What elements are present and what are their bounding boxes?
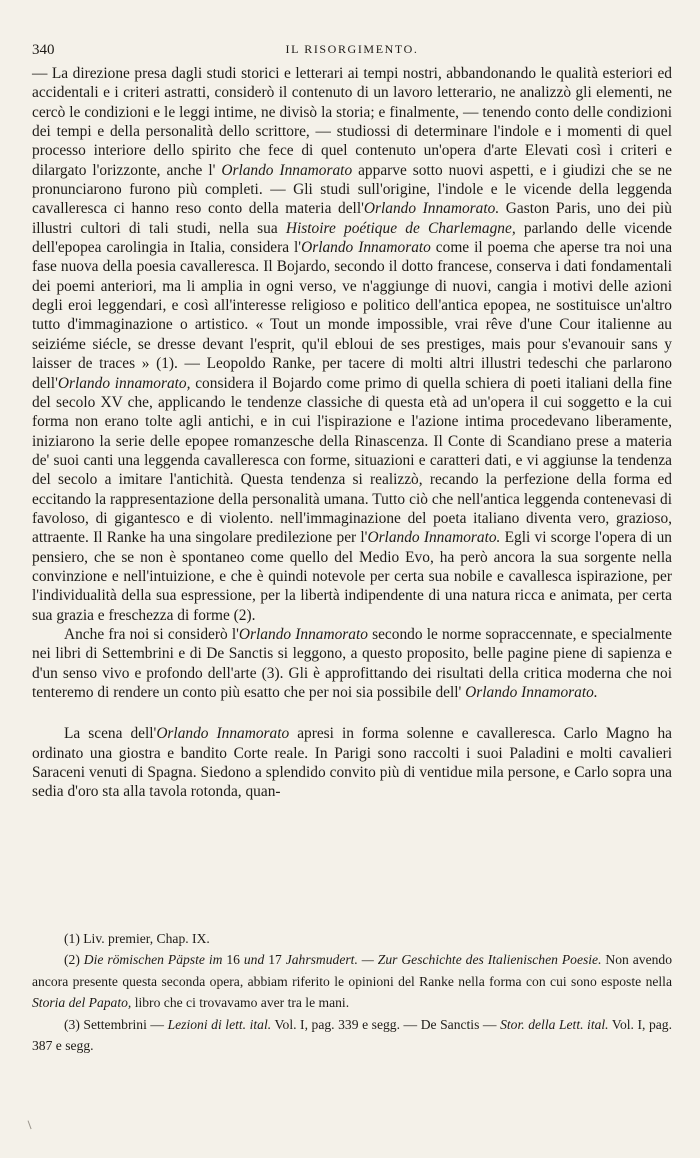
italic-title: Jahrsmudert. — Zur Geschichte des Italienischen Poesie. [285, 952, 602, 968]
italic-title: Stor. della Lett. ital. [500, 1016, 609, 1032]
text-run: 16 [222, 952, 244, 968]
italic-title: Orlando innamorato, [57, 374, 191, 392]
running-head: IL RISORGIMENTO. [285, 42, 419, 56]
italic-title: und [243, 952, 265, 968]
text-run: come il poema che aperse tra noi una fase nuova della poesia cavalleresca. Il Bojardo, secondo il dotto francese, conserva i dati fondamentali dei poemi anteriori, ma li amplia in ogni verso, ve n'aggiunge di nuovi, cangia i motivi delle azioni degli eroi leggendari, e così all'interesse religioso e politico dell'antica epopea, ne sostituisce un'altro tutto d'immaginazione o artistico. « Tout un monde impossible, vrai rêve d'une Cour italienne au seiziéme siécle, se dresse devant l'esprit, qu'il ebloui de ses prestiges, mais pour s'evanouir sans y laisser de traces » (1). — Leopoldo Ranke, per tacere di molti altri illustri tedeschi che parlarono dell' [32, 239, 673, 392]
italic-title: Histoire poétique de Charlemagne, [285, 219, 516, 237]
italic-title: Die römischen Päpste im [83, 952, 223, 968]
text-run: parlando delle vicende dell'epopea carolingia in Italia, considera l' [32, 219, 673, 257]
italic-title: Orlando Innamorato. [367, 529, 501, 547]
page-number: 340 [32, 42, 55, 58]
text-run: 17 [264, 952, 286, 968]
paragraph-scene [32, 724, 672, 801]
footnotes [32, 928, 672, 1056]
footnote-2 [32, 949, 672, 1013]
text-run: (2) [64, 952, 84, 968]
text-run: La scena dell' [64, 725, 157, 743]
text-run: Vol. I, pag. 387 e segg. [32, 1016, 672, 1054]
text-run: considera il Bojardo come primo di quella schiera di poeti italiani della fine del secolo XV che, applicando le tendenze classiche di questa età ad un'opera il cui soggetto e la cui forma non erano tolte agli antichi, e in cui l'ispirazione e l'azione intima procedevano liberamente, iniziarono la serie delle epopee romanzesche della Rinascenza. Il Conte di Scandiano prese a materia de' suoi canti una leggenda cavalleresca con forme, situazioni e caratteri dati, e vi aggiunse la tendenza del secolo a imitare l'antichità. Questa tendenza si realizzò, recando la perfezione della forma ed eccitando la rappresentazione della personalità umana. Tutto ciò che nell'antica leggenda contenevasi di favoloso, di gigantesco e di violento. nell'immaginazione del poeta italiano diventa vero, grazioso, attraente. Il Ranke ha una singolare predilezione per l' [32, 374, 673, 547]
italic-title: Orlando Innamorato [221, 161, 353, 179]
text-run: apparve sotto nuovi aspetti, e i giudizi che se ne pronunciarono furono più completi. — Gli studi sull'origine, l'indole e le vicende della leggenda cavalleresca ci hanno reso conto della materia dell' [32, 161, 672, 218]
book-page [0, 42, 700, 1158]
italic-title: Orlando Innamorato [156, 725, 290, 743]
italic-title: Orlando Innamorato. [363, 200, 500, 218]
text-run: Non avendo ancora presente questa seconda opera, abbiam riferito le opinioni del Ranke nella forma con cui sono esposte nella [32, 952, 673, 989]
italic-title: Orlando Innamorato [301, 239, 431, 257]
text-run: libro che ci trovavamo aver tra le mani. [131, 995, 350, 1011]
text-run: Vol. I, pag. 339 e segg. — De Sanctis — [271, 1016, 501, 1032]
italic-title: Storia del Papato, [32, 995, 132, 1011]
main-text [32, 64, 672, 802]
italic-title: Lezioni di lett. ital. [167, 1016, 272, 1032]
page-header [32, 42, 672, 64]
text-run: secondo le norme sopraccennate, e specialmente nei libri di Settembrini e di De Sanctis si leggono, a questo proposito, belle pagine piene di sapienza e d'un senso vivo e profondo dell'arte (3). Gli è approfittando dei risultati della critica moderna che noi tenteremo di rendere un conto più esatto che per noi sia possibile dell' [32, 625, 672, 701]
text-run: Gaston Paris, uno dei più illustri cultori di tali studi, nella sua [32, 200, 672, 237]
text-run: Anche fra noi si considerò l' [64, 625, 239, 643]
text-run: (3) Settembrini — [64, 1016, 168, 1032]
text-run: apresi in forma solenne e cavalleresca. Carlo Magno ha ordinato una giostra e bandito Corte reale. In Parigi sono raccolti i suoi Paladini e molti cavalieri Saraceni venuti di Spagna. Siedono a splendido convito più di ventidue mila persone, e Carlo sopra una sedia d'oro sta alla tavola rotonda, quan- [32, 725, 672, 801]
italic-title: Orlando Innamorato [238, 625, 368, 643]
paragraph-critics [32, 64, 672, 625]
footnote-3 [32, 1014, 672, 1057]
text-run: Egli vi scorge l'opera di un pensiero, che se non è spontaneo come quello del Medio Evo, ha però ancora la sua sorgente nella convinzione e nell'intuizione, e che è quindi notevole per certa sua nobile e cavallesca ispirazione, per l'individualità della sua espressione, per la libertà indipendente di una natura ricca e animata, per certa sua grazia e freschezza di forme (2). [32, 529, 672, 624]
italic-title: Orlando Innamorato. [465, 684, 598, 701]
text-run: — La direzione presa dagli studi storici e letterari ai tempi nostri, abbandonando le qualità esteriori ed accidentali e i criteri astratti, considerò il contenuto di un lavoro letterario, ne analizzò gli elementi, ne cercò le condizioni e le leggi intime, ne divisò la storia; e finalmente, — tenendo conto delle condizioni dei tempi e della personalità dello scrittore, — studiossi di determinare l'indole e i momenti di quel processo interiore dello spirito che fece di quel contenuto un'opera d'arte Elevati così i criteri e dilargato l'orizzonte, anche l' [32, 65, 672, 179]
stray-ink-mark [28, 1120, 34, 1129]
paragraph-italian-critics [32, 625, 672, 702]
footnote-1: (1) Liv. premier, Chap. IX. [64, 931, 210, 946]
